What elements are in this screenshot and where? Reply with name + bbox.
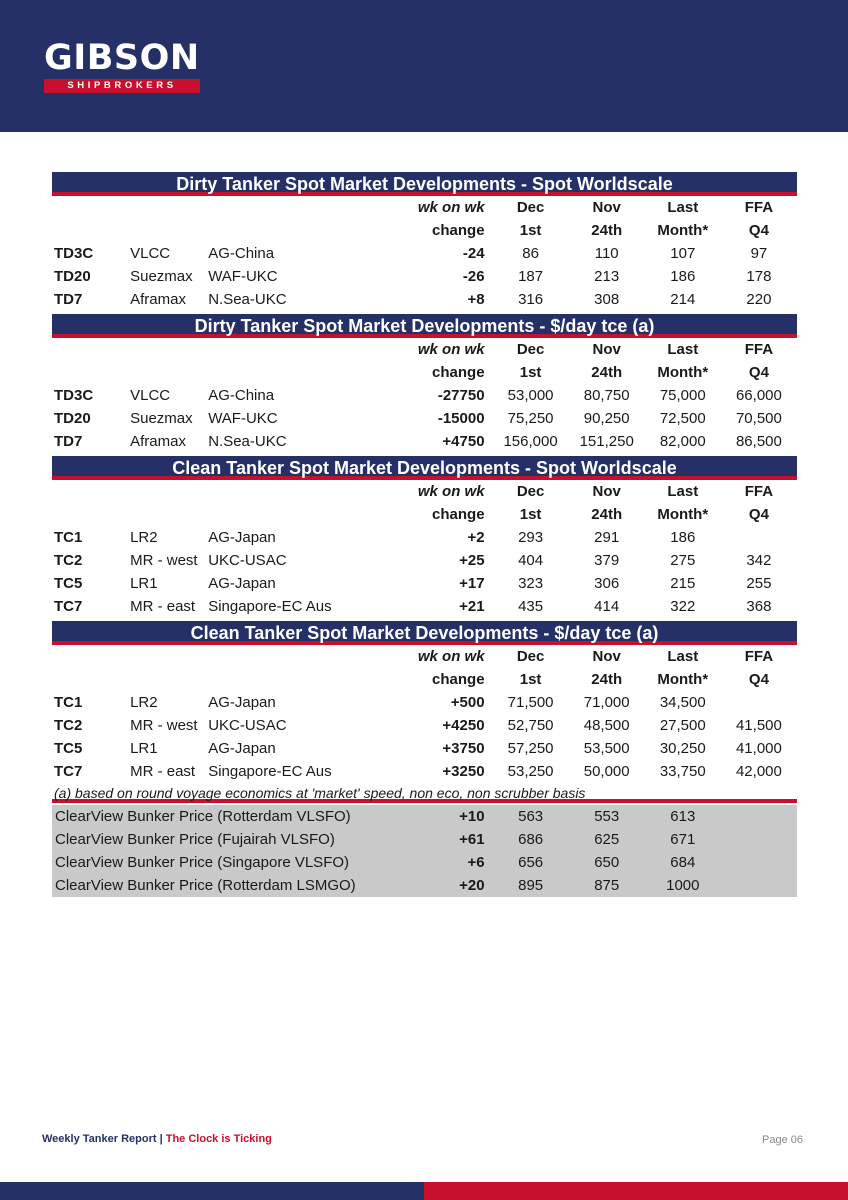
ship-class: LR2 bbox=[130, 694, 158, 711]
nov-value: 53,500 bbox=[583, 740, 630, 757]
bunker-change: +61 bbox=[459, 831, 485, 848]
dec-value: 52,750 bbox=[507, 717, 554, 734]
table-row bbox=[52, 549, 797, 572]
header-dec: 1st bbox=[519, 222, 542, 239]
header-blank bbox=[130, 338, 208, 361]
header-row bbox=[52, 219, 797, 242]
last-month-value: 34,500 bbox=[659, 694, 706, 711]
route-name: AG-China bbox=[208, 245, 275, 262]
footer-report-title bbox=[42, 1133, 272, 1145]
table-row bbox=[52, 595, 797, 618]
footnote: (a) based on round voyage economics at 'market' speed, non eco, non scrubber basis bbox=[52, 783, 797, 803]
ship-class: Suezmax bbox=[130, 410, 193, 427]
header-nov: Nov bbox=[592, 341, 621, 358]
header-nov: 24th bbox=[591, 506, 623, 523]
bunker-price-panel bbox=[52, 805, 797, 897]
ship-class: Aframax bbox=[130, 433, 186, 450]
nov-value: 80,750 bbox=[583, 387, 630, 404]
header-blank bbox=[130, 219, 208, 242]
route-code: TD20 bbox=[54, 268, 91, 285]
bunker-change: +20 bbox=[459, 877, 485, 894]
header-blank bbox=[130, 668, 208, 691]
header-row bbox=[52, 196, 797, 219]
header-nov: Nov bbox=[592, 483, 621, 500]
market-tables bbox=[52, 172, 797, 897]
dec-value: 156,000 bbox=[503, 433, 558, 450]
table-row bbox=[52, 430, 797, 453]
header-ffa: Q4 bbox=[748, 364, 769, 381]
header-last: Month* bbox=[657, 222, 709, 239]
ship-class: LR1 bbox=[130, 740, 158, 757]
ffa-value: 220 bbox=[746, 291, 772, 308]
last-month-value: 33,750 bbox=[659, 763, 706, 780]
nov-value: 151,250 bbox=[579, 433, 634, 450]
page-number: Page 06 bbox=[762, 1134, 803, 1146]
ship-class: VLCC bbox=[130, 245, 171, 262]
header-last: Month* bbox=[657, 506, 709, 523]
route-name: N.Sea-UKC bbox=[208, 291, 287, 308]
bunker-nov: 625 bbox=[594, 831, 620, 848]
header-blank bbox=[208, 480, 390, 503]
nov-value: 414 bbox=[594, 598, 620, 615]
bunker-last: 671 bbox=[670, 831, 696, 848]
dec-value: 57,250 bbox=[507, 740, 554, 757]
nov-value: 213 bbox=[594, 268, 620, 285]
bunker-dec: 686 bbox=[518, 831, 544, 848]
dec-value: 404 bbox=[518, 552, 544, 569]
bunker-row bbox=[52, 851, 797, 874]
wow-change: +21 bbox=[459, 598, 485, 615]
footer-band-navy bbox=[0, 1182, 424, 1200]
header-blank bbox=[52, 338, 130, 361]
header-blank bbox=[130, 645, 208, 668]
header-change: wk on wk bbox=[417, 199, 485, 216]
last-month-value: 30,250 bbox=[659, 740, 706, 757]
market-table bbox=[52, 338, 797, 453]
header-nov: Nov bbox=[592, 199, 621, 216]
header-blank bbox=[208, 645, 390, 668]
table-row bbox=[52, 384, 797, 407]
bunker-row bbox=[52, 874, 797, 897]
bunker-change: +10 bbox=[459, 808, 485, 825]
table-row bbox=[52, 242, 797, 265]
ffa-value: 342 bbox=[746, 552, 772, 569]
nov-value: 50,000 bbox=[583, 763, 630, 780]
header-dec: Dec bbox=[516, 483, 545, 500]
section-title: Clean Tanker Spot Market Developments - Spot Worldscale bbox=[52, 456, 797, 480]
header-last: Month* bbox=[657, 671, 709, 688]
header-blank bbox=[208, 361, 390, 384]
market-table bbox=[52, 645, 797, 783]
route-name: WAF-UKC bbox=[208, 268, 278, 285]
dec-value: 53,250 bbox=[507, 763, 554, 780]
header-ffa: Q4 bbox=[748, 671, 769, 688]
header-blank bbox=[130, 361, 208, 384]
header-dec: Dec bbox=[516, 648, 545, 665]
last-month-value: 72,500 bbox=[659, 410, 706, 427]
route-name: AG-Japan bbox=[208, 740, 276, 757]
ffa-value: 368 bbox=[746, 598, 772, 615]
table-row bbox=[52, 526, 797, 549]
table-row bbox=[52, 265, 797, 288]
header-dec: 1st bbox=[519, 671, 542, 688]
bunker-name: ClearView Bunker Price (Singapore VLSFO) bbox=[55, 854, 350, 871]
market-section bbox=[52, 621, 797, 783]
wow-change: +500 bbox=[450, 694, 485, 711]
header-last: Last bbox=[667, 483, 699, 500]
bunker-nov: 553 bbox=[594, 808, 620, 825]
route-code: TD3C bbox=[54, 387, 94, 404]
header-row bbox=[52, 361, 797, 384]
bunker-last: 613 bbox=[670, 808, 696, 825]
route-code: TC5 bbox=[54, 575, 83, 592]
last-month-value: 82,000 bbox=[659, 433, 706, 450]
dec-value: 435 bbox=[518, 598, 544, 615]
bunker-blank bbox=[721, 828, 797, 851]
header-nov: 24th bbox=[591, 364, 623, 381]
dec-value: 187 bbox=[518, 268, 544, 285]
last-month-value: 275 bbox=[670, 552, 696, 569]
route-code: TC7 bbox=[54, 763, 83, 780]
header-blank bbox=[208, 338, 390, 361]
bunker-blank bbox=[721, 805, 797, 828]
bunker-name: ClearView Bunker Price (Fujairah VLSFO) bbox=[55, 831, 335, 848]
section-title: Dirty Tanker Spot Market Developments - Spot Worldscale bbox=[52, 172, 797, 196]
header-row bbox=[52, 668, 797, 691]
header-ffa: FFA bbox=[744, 341, 774, 358]
route-name: Singapore-EC Aus bbox=[208, 598, 332, 615]
header-last: Last bbox=[667, 199, 699, 216]
header-nov: Nov bbox=[592, 648, 621, 665]
market-section bbox=[52, 456, 797, 618]
wow-change: -15000 bbox=[437, 410, 485, 427]
header-blank bbox=[208, 196, 390, 219]
wow-change: +25 bbox=[459, 552, 485, 569]
route-name: AG-China bbox=[208, 387, 275, 404]
dec-value: 71,500 bbox=[507, 694, 554, 711]
route-code: TC1 bbox=[54, 529, 83, 546]
route-code: TC2 bbox=[54, 717, 83, 734]
route-name: AG-Japan bbox=[208, 575, 276, 592]
header-last: Last bbox=[667, 648, 699, 665]
route-name: AG-Japan bbox=[208, 694, 276, 711]
last-month-value: 186 bbox=[670, 268, 696, 285]
header-blank bbox=[130, 503, 208, 526]
header-blank bbox=[52, 361, 130, 384]
header-change: change bbox=[432, 506, 485, 523]
ship-class: MR - east bbox=[130, 763, 196, 780]
header-blank bbox=[208, 219, 390, 242]
last-month-value: 75,000 bbox=[659, 387, 706, 404]
ffa-value: 86,500 bbox=[735, 433, 782, 450]
ffa-value: 97 bbox=[750, 245, 768, 262]
wow-change: +2 bbox=[467, 529, 485, 546]
market-section bbox=[52, 314, 797, 453]
route-code: TD20 bbox=[54, 410, 91, 427]
header-dec: 1st bbox=[519, 506, 542, 523]
route-name: UKC-USAC bbox=[208, 552, 287, 569]
gibson-logo bbox=[44, 38, 204, 93]
header-row bbox=[52, 645, 797, 668]
header-blank bbox=[130, 480, 208, 503]
header-row bbox=[52, 503, 797, 526]
route-code: TC2 bbox=[54, 552, 83, 569]
header-ffa: FFA bbox=[744, 199, 774, 216]
wow-change: +17 bbox=[459, 575, 485, 592]
header-blank bbox=[52, 645, 130, 668]
bunker-dec: 656 bbox=[518, 854, 544, 871]
last-month-value: 214 bbox=[670, 291, 696, 308]
route-code: TC1 bbox=[54, 694, 83, 711]
header-change: change bbox=[432, 222, 485, 239]
ffa-value: 41,500 bbox=[735, 717, 782, 734]
bunker-blank bbox=[721, 874, 797, 897]
table-row bbox=[52, 407, 797, 430]
market-section bbox=[52, 172, 797, 311]
wow-change: +3250 bbox=[442, 763, 485, 780]
bunker-nov: 650 bbox=[594, 854, 620, 871]
wow-change: +4750 bbox=[442, 433, 485, 450]
nov-value: 71,000 bbox=[583, 694, 630, 711]
header-row bbox=[52, 338, 797, 361]
header-dec: Dec bbox=[516, 341, 545, 358]
wow-change: +8 bbox=[467, 291, 485, 308]
last-month-value: 27,500 bbox=[659, 717, 706, 734]
market-table bbox=[52, 480, 797, 618]
page-header-band bbox=[0, 0, 848, 132]
header-blank bbox=[52, 219, 130, 242]
ship-class: Suezmax bbox=[130, 268, 193, 285]
nov-value: 110 bbox=[594, 245, 619, 262]
ship-class: VLCC bbox=[130, 387, 171, 404]
header-change: change bbox=[432, 671, 485, 688]
ffa-value: 70,500 bbox=[735, 410, 782, 427]
market-table bbox=[52, 196, 797, 311]
header-ffa: FFA bbox=[744, 483, 774, 500]
header-change: change bbox=[432, 364, 485, 381]
last-month-value: 322 bbox=[670, 598, 696, 615]
footer-band-red bbox=[424, 1182, 848, 1200]
table-row bbox=[52, 691, 797, 714]
ship-class: LR2 bbox=[130, 529, 158, 546]
dec-value: 316 bbox=[518, 291, 544, 308]
route-code: TD7 bbox=[54, 291, 83, 308]
wow-change: +3750 bbox=[442, 740, 485, 757]
bunker-blank bbox=[721, 851, 797, 874]
ffa-value: 66,000 bbox=[735, 387, 782, 404]
dec-value: 53,000 bbox=[507, 387, 554, 404]
route-code: TD7 bbox=[54, 433, 83, 450]
dec-value: 293 bbox=[518, 529, 544, 546]
dec-value: 323 bbox=[518, 575, 544, 592]
footer-separator: | bbox=[156, 1133, 166, 1145]
header-last: Month* bbox=[657, 364, 709, 381]
table-row bbox=[52, 737, 797, 760]
last-month-value: 186 bbox=[670, 529, 696, 546]
wow-change: -27750 bbox=[437, 387, 485, 404]
ship-class: MR - east bbox=[130, 598, 196, 615]
table-row bbox=[52, 714, 797, 737]
header-change: wk on wk bbox=[417, 483, 485, 500]
header-row bbox=[52, 480, 797, 503]
logo-tagline: SHIPBROKERS bbox=[44, 79, 200, 93]
header-dec: 1st bbox=[519, 364, 542, 381]
table-row bbox=[52, 572, 797, 595]
bunker-row bbox=[52, 805, 797, 828]
bunker-last: 684 bbox=[670, 854, 696, 871]
route-name: Singapore-EC Aus bbox=[208, 763, 332, 780]
route-code: TC5 bbox=[54, 740, 83, 757]
header-blank bbox=[208, 668, 390, 691]
last-month-value: 107 bbox=[670, 245, 696, 262]
bunker-name: ClearView Bunker Price (Rotterdam LSMGO) bbox=[55, 877, 356, 894]
ffa-value: 255 bbox=[746, 575, 772, 592]
route-code: TD3C bbox=[54, 245, 94, 262]
ffa-value: 41,000 bbox=[735, 740, 782, 757]
dec-value: 75,250 bbox=[507, 410, 554, 427]
section-title: Clean Tanker Spot Market Developments - $/day tce (a) bbox=[52, 621, 797, 645]
nov-value: 291 bbox=[594, 529, 620, 546]
route-name: N.Sea-UKC bbox=[208, 433, 287, 450]
dec-value: 86 bbox=[522, 245, 539, 262]
bunker-name: ClearView Bunker Price (Rotterdam VLSFO) bbox=[55, 808, 351, 825]
ffa-value bbox=[721, 691, 797, 714]
ship-class: MR - west bbox=[130, 552, 198, 569]
wow-change: -24 bbox=[462, 245, 485, 262]
table-row bbox=[52, 288, 797, 311]
bunker-dec: 895 bbox=[518, 877, 544, 894]
table-row bbox=[52, 760, 797, 783]
header-last: Last bbox=[667, 341, 699, 358]
route-name: UKC-USAC bbox=[208, 717, 287, 734]
nov-value: 48,500 bbox=[583, 717, 630, 734]
header-dec: Dec bbox=[516, 199, 545, 216]
nov-value: 306 bbox=[594, 575, 620, 592]
logo-wordmark: GIBSON bbox=[44, 38, 200, 78]
header-nov: 24th bbox=[591, 671, 623, 688]
ffa-value bbox=[721, 526, 797, 549]
nov-value: 90,250 bbox=[583, 410, 630, 427]
header-change: wk on wk bbox=[417, 341, 485, 358]
header-blank bbox=[52, 480, 130, 503]
header-ffa: FFA bbox=[744, 648, 774, 665]
footer-issue-title: The Clock is Ticking bbox=[165, 1133, 272, 1145]
header-change: wk on wk bbox=[417, 648, 485, 665]
header-blank bbox=[208, 503, 390, 526]
footer-report-name: Weekly Tanker Report bbox=[42, 1133, 157, 1145]
bunker-table bbox=[52, 805, 797, 897]
ffa-value: 42,000 bbox=[735, 763, 782, 780]
route-name: WAF-UKC bbox=[208, 410, 278, 427]
nov-value: 379 bbox=[594, 552, 620, 569]
header-ffa: Q4 bbox=[748, 506, 769, 523]
ship-class: Aframax bbox=[130, 291, 186, 308]
ffa-value: 178 bbox=[746, 268, 772, 285]
bunker-row bbox=[52, 828, 797, 851]
ship-class: LR1 bbox=[130, 575, 158, 592]
header-blank bbox=[130, 196, 208, 219]
ship-class: MR - west bbox=[130, 717, 198, 734]
header-blank bbox=[52, 668, 130, 691]
wow-change: +4250 bbox=[442, 717, 485, 734]
bunker-last: 1000 bbox=[666, 877, 700, 894]
route-name: AG-Japan bbox=[208, 529, 276, 546]
header-nov: 24th bbox=[591, 222, 623, 239]
wow-change: -26 bbox=[462, 268, 485, 285]
section-title: Dirty Tanker Spot Market Developments - $/day tce (a) bbox=[52, 314, 797, 338]
nov-value: 308 bbox=[594, 291, 620, 308]
bunker-change: +6 bbox=[467, 854, 485, 871]
bunker-nov: 875 bbox=[594, 877, 620, 894]
last-month-value: 215 bbox=[670, 575, 696, 592]
header-blank bbox=[52, 196, 130, 219]
header-blank bbox=[52, 503, 130, 526]
bunker-dec: 563 bbox=[518, 808, 544, 825]
route-code: TC7 bbox=[54, 598, 83, 615]
header-ffa: Q4 bbox=[748, 222, 769, 239]
